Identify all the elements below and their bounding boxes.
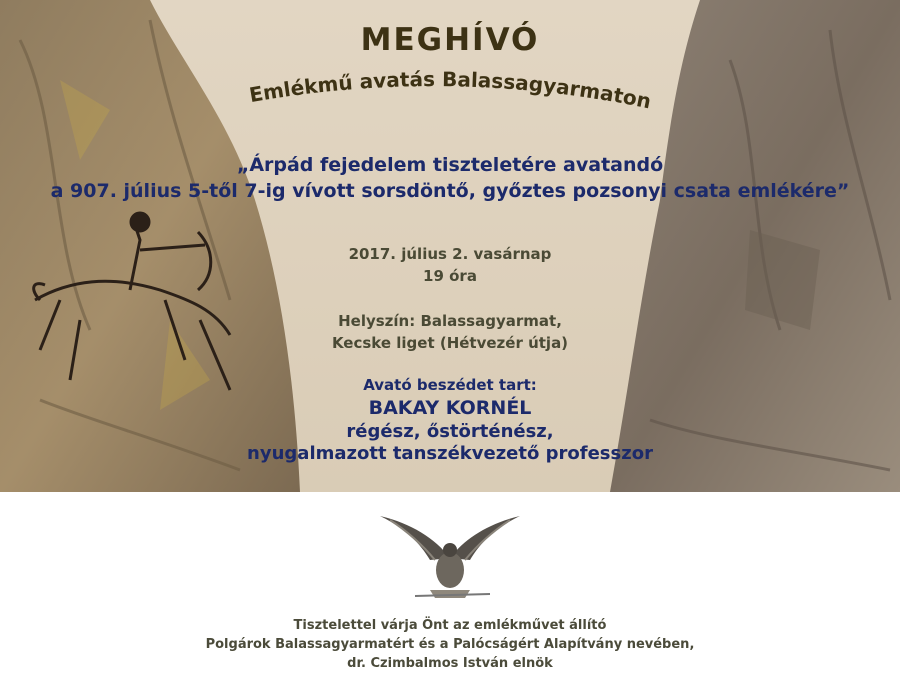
speaker-label: Avató beszédet tart: xyxy=(363,376,537,394)
turul-eagle-icon xyxy=(375,498,525,608)
speaker-role-1: régész, őstörténész, xyxy=(346,421,554,442)
subtitle-text: Emlékmű avatás Balassagyarmaton xyxy=(247,67,654,114)
subtitle xyxy=(200,58,700,138)
svg-text:Emlékmű avatás Balassagyarmato xyxy=(247,67,653,113)
title: MEGHÍVÓ xyxy=(360,22,540,58)
quote-line-1: „Árpád fejedelem tiszteletére avatandó xyxy=(236,154,664,176)
event-time: 19 óra xyxy=(423,267,477,285)
footer-line-3: dr. Czimbalmos István elnök xyxy=(347,656,553,671)
speaker-role-2: nyugalmazott tanszékvezető professzor xyxy=(247,443,653,464)
event-date: 2017. július 2. vasárnap xyxy=(348,245,552,263)
footer-line-1: Tisztelettel várja Önt az emlékművet állító xyxy=(293,618,607,633)
speaker-name: BAKAY KORNÉL xyxy=(368,397,532,419)
footer-line-2: Polgárok Balassagyarmatért és a Palócságért Alapítvány nevében, xyxy=(205,637,695,652)
event-location-2: Kecske liget (Hétvezér útja) xyxy=(331,334,569,352)
quote-line-2: a 907. július 5-től 7-ig vívott sorsdöntő, győztes pozsonyi csata emlékére” xyxy=(50,180,850,202)
event-location-1: Helyszín: Balassagyarmat, xyxy=(338,312,562,330)
